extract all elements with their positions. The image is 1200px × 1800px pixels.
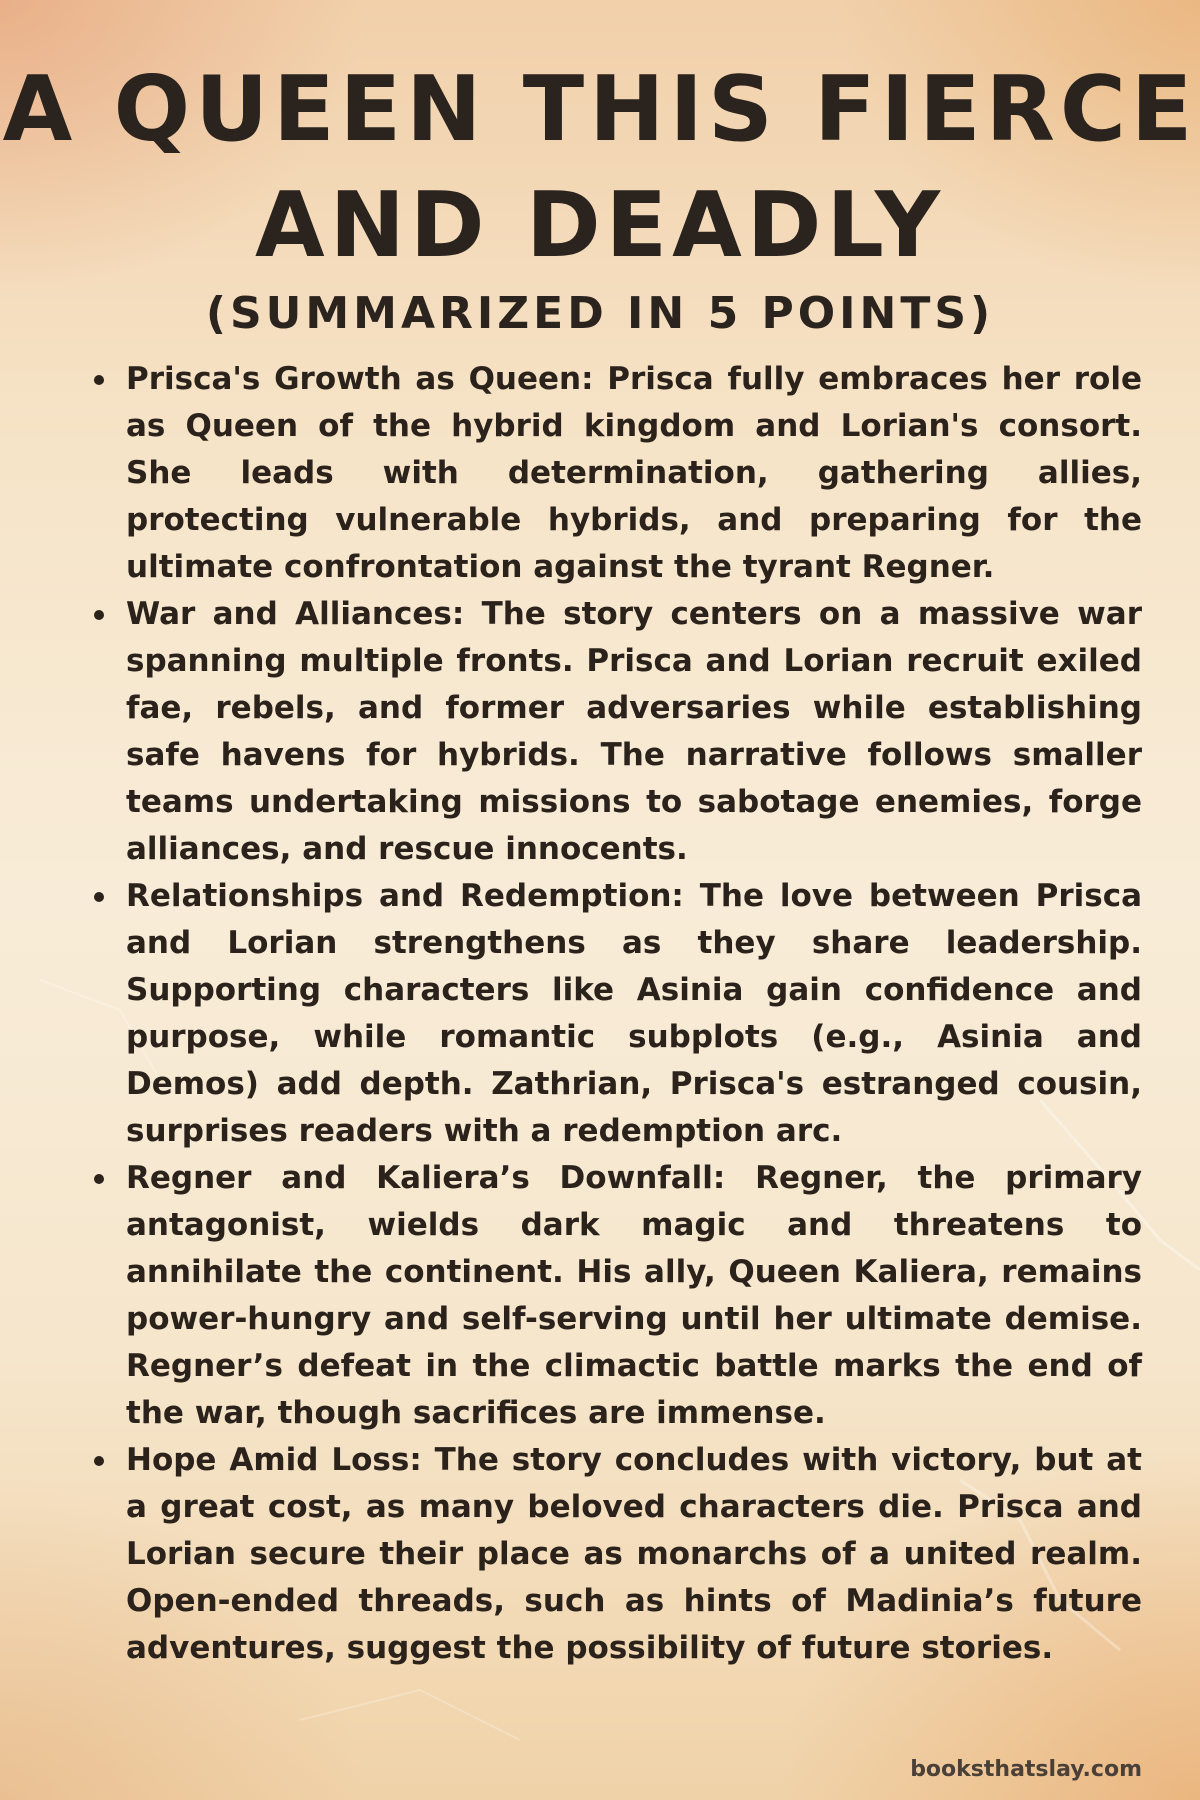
summary-points xyxy=(88,356,1142,1672)
site-watermark: booksthatslay.com xyxy=(910,1757,1142,1782)
summary-point-text: War and Alliances: The story centers on a massive war spanning multiple fronts. Prisca and Lorian recruit exiled fae, rebels, and former adversaries while establishing safe havens for hybrids. The narrative follows smaller teams undertaking missions to sabotage enemies, forge alliances, and rescue innocents. xyxy=(126,596,1142,867)
bullet-icon xyxy=(94,610,104,620)
summary-point-2 xyxy=(88,591,1142,873)
summary-point-text: Prisca's Growth as Queen: Prisca fully embraces her role as Queen of the hybrid kingdom and Lorian's consort. She leads with determination, gathering allies, protecting vulnerable hybrids, and preparing for the ultimate confrontation against the tyrant Regner. xyxy=(126,361,1142,585)
summary-point-text: Regner and Kaliera’s Downfall: Regner, the primary antagonist, wields dark magic and threatens to annihilate the continent. His ally, Queen Kaliera, remains power-hungry and self-serving until her ultimate demise. Regner’s defeat in the climactic battle marks the end of the war, though sacrifices are immense. xyxy=(126,1160,1142,1431)
summary-point-1 xyxy=(88,356,1142,591)
bullet-icon xyxy=(94,1174,104,1184)
summary-point-text: Relationships and Redemption: The love between Prisca and Lorian strengthens as they share leadership. Supporting characters like Asinia gain confidence and purpose, while romantic subplots (e.g., Asinia and Demos) add depth. Zathrian, Prisca's estranged cousin, surprises readers with a redemption arc. xyxy=(126,878,1142,1149)
bullet-icon xyxy=(94,892,104,902)
subtitle: (SUMMARIZED IN 5 POINTS) xyxy=(205,288,995,339)
title-line-1: A QUEEN THIS FIERCE xyxy=(2,57,1198,162)
summary-point-3 xyxy=(88,873,1142,1155)
summary-point-5 xyxy=(88,1437,1142,1672)
title-line-2: AND DEADLY xyxy=(254,173,946,278)
summary-point-4 xyxy=(88,1155,1142,1437)
bullet-icon xyxy=(94,1456,104,1466)
title-block xyxy=(0,52,1200,342)
bullet-icon xyxy=(94,375,104,385)
summary-point-text: Hope Amid Loss: The story concludes with victory, but at a great cost, as many beloved characters die. Prisca and Lorian secure their place as monarchs of a united realm. Open-ended threads, such as hints of Madinia’s future adventures, suggest the possibility of future stories. xyxy=(126,1442,1142,1666)
